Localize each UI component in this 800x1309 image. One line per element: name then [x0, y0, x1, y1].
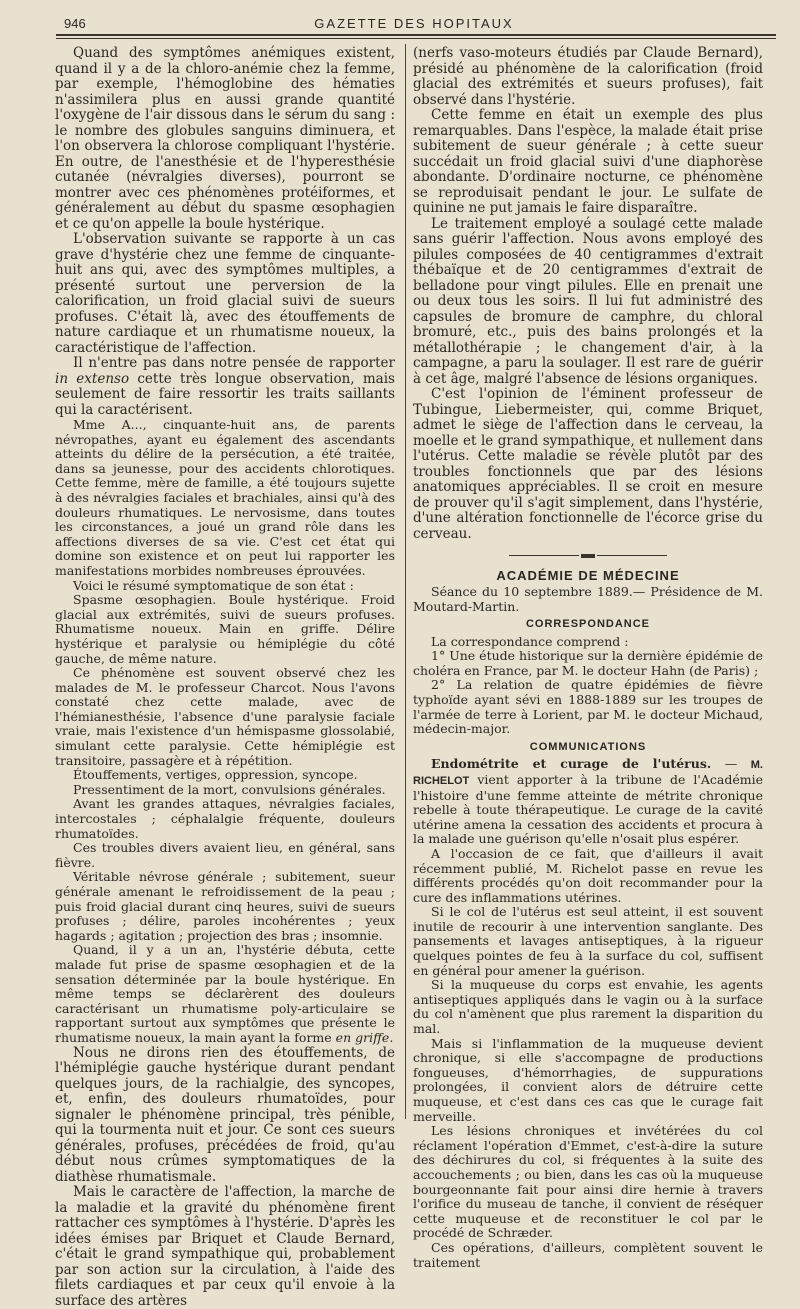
article-heading: Endométrite et curage de l'utérus.: [431, 756, 712, 772]
subsection-title: CORRESPONDANCE: [525, 618, 650, 631]
column-divider: [405, 44, 406, 1119]
author-name: M. RICHELOT: [413, 759, 763, 787]
paragraph: Le traitement employé a soulagé cette malade sans guérir l'affection. Nous avons employé des pilules composées de 40 centigrammes d'extrait thébaïque et de 20 centigrammes d'extrait de belladone pour vingt pilules. Elle en prenait une ou deux tous les soirs. Il lui fut administré des capsules de bromure de camphre, du chloral bromuré, etc., puis des bains prolongés et la métallothérapie ; le changement d'air, à la campagne, a paru la soulager. Il est rare de guérir à cet âge, malgré l'absence de lésions organiques.: [413, 215, 763, 387]
paragraph: Cette femme en était un exemple des plus remarquables. Dans l'espèce, la malade était prise subitement de sueur générale ; à cette sueur succédait un froid glacial suivi d'une diaphorèse abondante. D'ordinaire nocturne, ce phénomène se reproduisait pendant le jour. Le sulfate de quinine ne put jamais le faire disparaître.: [413, 107, 763, 216]
paragraph: C'est l'opinion de l'éminent professeur de Tubingue, Liebermeister, qui, comme Briquet, admet le siège de l'affection dans le cerveau, la moelle et le grand sympathique, et nullement dans l'utérus. Cette maladie se révèle plutôt par des troubles fonctionnels que par des lésions anatomiques appréciables. Il se croit en mesure de prouver qu'il s'agit simplement, dans l'hystérie, d'une altération fonctionnelle de l'écorce grise du cerveau.: [413, 386, 763, 542]
paragraph: 1° Une étude historique sur la dernière épidémie de choléra en France, par M. le docteur Hahn (de Paris) ;: [413, 648, 763, 678]
section-title: ACADÉMIE DE MÉDECINE: [496, 567, 680, 583]
paragraph: Mais le caractère de l'affection, la marche de la maladie et la gravité du phénomène firent rattacher ces symptômes à l'hystérie. D'après les idées émises par Briquet et Claude Bernard, c'était le grand sympathique qui, probablement par son action sur la circulation, à l'aide des filets cardiaques et par ceux qu'il envoie à la surface des artères: [55, 1184, 395, 1309]
left-column: [55, 46, 395, 1309]
page-number: 946: [64, 16, 86, 31]
paragraph: Endométrite et curage de l'utérus. — M. RICHELOT vient apporter à la tribune de l'Académie l'histoire d'une femme atteinte de métrite chronique rebelle à toute thérapeutique. Le curage de la cavité utérine amena la cessation des accidents et procura à la malade une guérison qu'elle n'osait plus espérer.: [413, 756, 763, 847]
paragraph: Avant les grandes attaques, névralgies faciales, intercostales ; céphalalgie fréquente, douleurs rhumatoïdes.: [55, 796, 395, 841]
paragraph: Mme A..., cinquante-huit ans, de parents névropathes, ayant eu également des ascendants atteints du délire de la persécution, a été traitée, dans sa jeunesse, pour des accidents chlorotiques. Cette femme, mère de famille, a été toujours sujette à des névralgies faciales et brachiales, ainsi qu'à des douleurs rhumatiques. Le nervosisme, dans toutes les circonstances, a joué un grand rôle dans les affections diverses de sa vie. C'est cet état qui domine son existence et on peut lui rapporter les manifestations morbides nombreuses éprouvées.: [55, 417, 395, 578]
paragraph: Ce phénomène est souvent observé chez les malades de M. le professeur Charcot. Nous l'avons constaté chez cette malade, avec de l'hémianesthésie, l'absence d'une paralysie faciale vraie, mais l'existence d'un hémispasme glossolabié, simulant cette paralysie. Cette hémiplégie est transitoire, passagère et à répétition.: [55, 665, 395, 768]
paragraph: L'observation suivante se rapporte à un cas grave d'hystérie chez une femme de cinquante-huit ans qui, avec des symptômes multiples, a présenté surtout une perversion de la calorification, un froid glacial suivi de sueurs profuses. C'était là, avec des étouffements de nature cardiaque et un rhumatisme noueux, la caractéristique de l'affection.: [55, 231, 395, 356]
text-run: Quand, il y a un an, l'hystérie débuta, cette malade fut prise de spasme œsophagien et de la sensation déterminée par la boule hystérique. En même temps se déclarèrent des douleurs caractérisant un rhumatisme poly-articulaire se rapportant surtout aux symptômes que présente le rhumatisme noueux, la main ayant la forme: [55, 942, 395, 1045]
paragraph: [55, 943, 395, 1045]
right-column: [413, 46, 763, 1270]
paragraph: [55, 356, 395, 418]
paragraph: Étouffements, vertiges, oppression, syncope.: [73, 767, 358, 783]
paragraph: Pressentiment de la mort, convulsions générales.: [73, 781, 386, 797]
paragraph: Nous ne dirons rien des étouffements, de l'hémiplégie gauche hystérique durant pendant quelques jours, de la rachialgie, des syncopes, et, enfin, des douleurs rhumatoïdes, pour signaler le phénomène principal, très pénible, qui la tourmenta nuit et jour. Ce sont ces sueurs générales, profuses, précédées de froid, qu'au début nous crûmes symptomatiques de la diathèse rhumatismale.: [55, 1044, 395, 1185]
session-line: Séance du 10 septembre 1889.— Présidence de M. Moutard-Martin.: [413, 584, 763, 614]
paragraph: Mais si l'inflammation de la muqueuse devient chronique, si elle s'accompagne de productions fongueuses, d'hémorrhagies, de suppurations prolongées, il convient alors de détruire cette muqueuse, et c'est dans ces cas que le curage fait merveille.: [413, 1035, 763, 1124]
paragraph: Ces troubles divers avaient lieu, en général, sans fièvre.: [55, 840, 395, 870]
text-run: vient apporter à la tribune de l'Académie l'histoire d'une femme atteinte de métrite chronique rebelle à toute thérapeutique. Le curage de la cavité utérine amena la cessation des accidents et procura à la malade une guérison qu'elle n'osait plus espérer.: [413, 771, 763, 847]
running-title: GAZETTE DES HOPITAUX: [314, 16, 514, 31]
subsection-title: COMMUNICATIONS: [529, 740, 647, 753]
paragraph: (nerfs vaso-moteurs étudiés par Claude Bernard), présidé au phénomène de la calorification (froid glacial des extrémités et sueurs profuses), fait observé dans l'hystérie.: [413, 45, 763, 108]
header-rule-thin: [56, 38, 776, 39]
paragraph: Spasme œsophagien. Boule hystérique. Froid glacial aux extrémités, suivi de sueurs profuses. Rhumatisme noueux. Main en griffe. Délire hystérique et paralysie ou hémiplégie du côté gauche, de même nature.: [55, 592, 395, 666]
section-separator: [413, 548, 763, 564]
paragraph: Les lésions chroniques et invétérées du col réclament l'opération d'Emmet, c'est-à-dire la suture des déchirures du col, si fréquentes à la suite des accouchements ; ou bien, dans les cas où la muqueuse bourgeonnante fait pour ainsi dire hernie à travers l'orifice du museau de tanche, il convient de réséquer cette muqueuse et de reconstituer le col par le procédé de Schræder.: [413, 1123, 763, 1241]
header-rule: [56, 34, 776, 36]
paragraph: Quand des symptômes anémiques existent, quand il y a de la chloro-anémie chez la femme, par exemple, l'hémoglobine des hématies n'assimilera plus en aussi grande quantité l'oxygène de l'air dissous dans le sérum du sang : le nombre des globules sanguins diminuera, et l'on observera la chlorose compliquant l'hystérie. En outre, de l'anesthésie et de l'hyperesthésie cutanée (névralgies diverses), pourront se montrer avec ces phénomènes protéiformes, et généralement au début du spasme œsophagien et ce qu'on appelle la boule hystérique.: [55, 45, 395, 232]
italic-text: in extenso: [55, 370, 130, 387]
paragraph: Ces opérations, d'ailleurs, complètent souvent le traitement: [413, 1239, 763, 1270]
text-run: Il n'entre pas dans notre pensée de rapporter: [73, 355, 395, 371]
paragraph: Si le col de l'utérus est seul atteint, il est souvent inutile de recourir à une intervention sanglante. Des pansements et lavages antiseptiques, à la rigueur quelques pointes de feu à la surface du col, suffisent en général pour amener la guérison.: [413, 904, 763, 978]
paragraph: 2° La relation de quatre épidémies de fièvre typhoïde ayant sévi en 1888-1889 sur les troupes de l'armée de terre à Lorient, par M. le docteur Michaud, médecin-major.: [413, 677, 763, 737]
paragraph: La correspondance comprend :: [431, 633, 629, 649]
paragraph: Si la muqueuse du corps est envahie, les agents antiseptiques appliqués dans le vagin ou à la surface du col n'amènent que plus rarement la disparition du mal.: [413, 977, 763, 1037]
text-run: cette très longue observation, mais seulement de faire ressortir les traits saillants qui la caractérisent.: [55, 370, 395, 418]
paragraph: Voici le résumé symptomatique de son état :: [73, 577, 354, 593]
paragraph: A l'occasion de ce fait, que d'ailleurs il avait récemment publié, M. Richelot passe en revue les différents procédés qu'on doit recommander pour la cure des inflammations utérines.: [413, 845, 763, 905]
paragraph: Véritable névrose générale ; subitement, sueur générale amenant le refroidissement de la peau ; puis froid glacial durant cinq heures, suivi de sueurs profuses ; délire, paroles incohérentes ; yeux hagards ; agitation ; projection des bras ; insomnie.: [55, 869, 395, 943]
italic-text: en griffe.: [335, 1029, 394, 1045]
